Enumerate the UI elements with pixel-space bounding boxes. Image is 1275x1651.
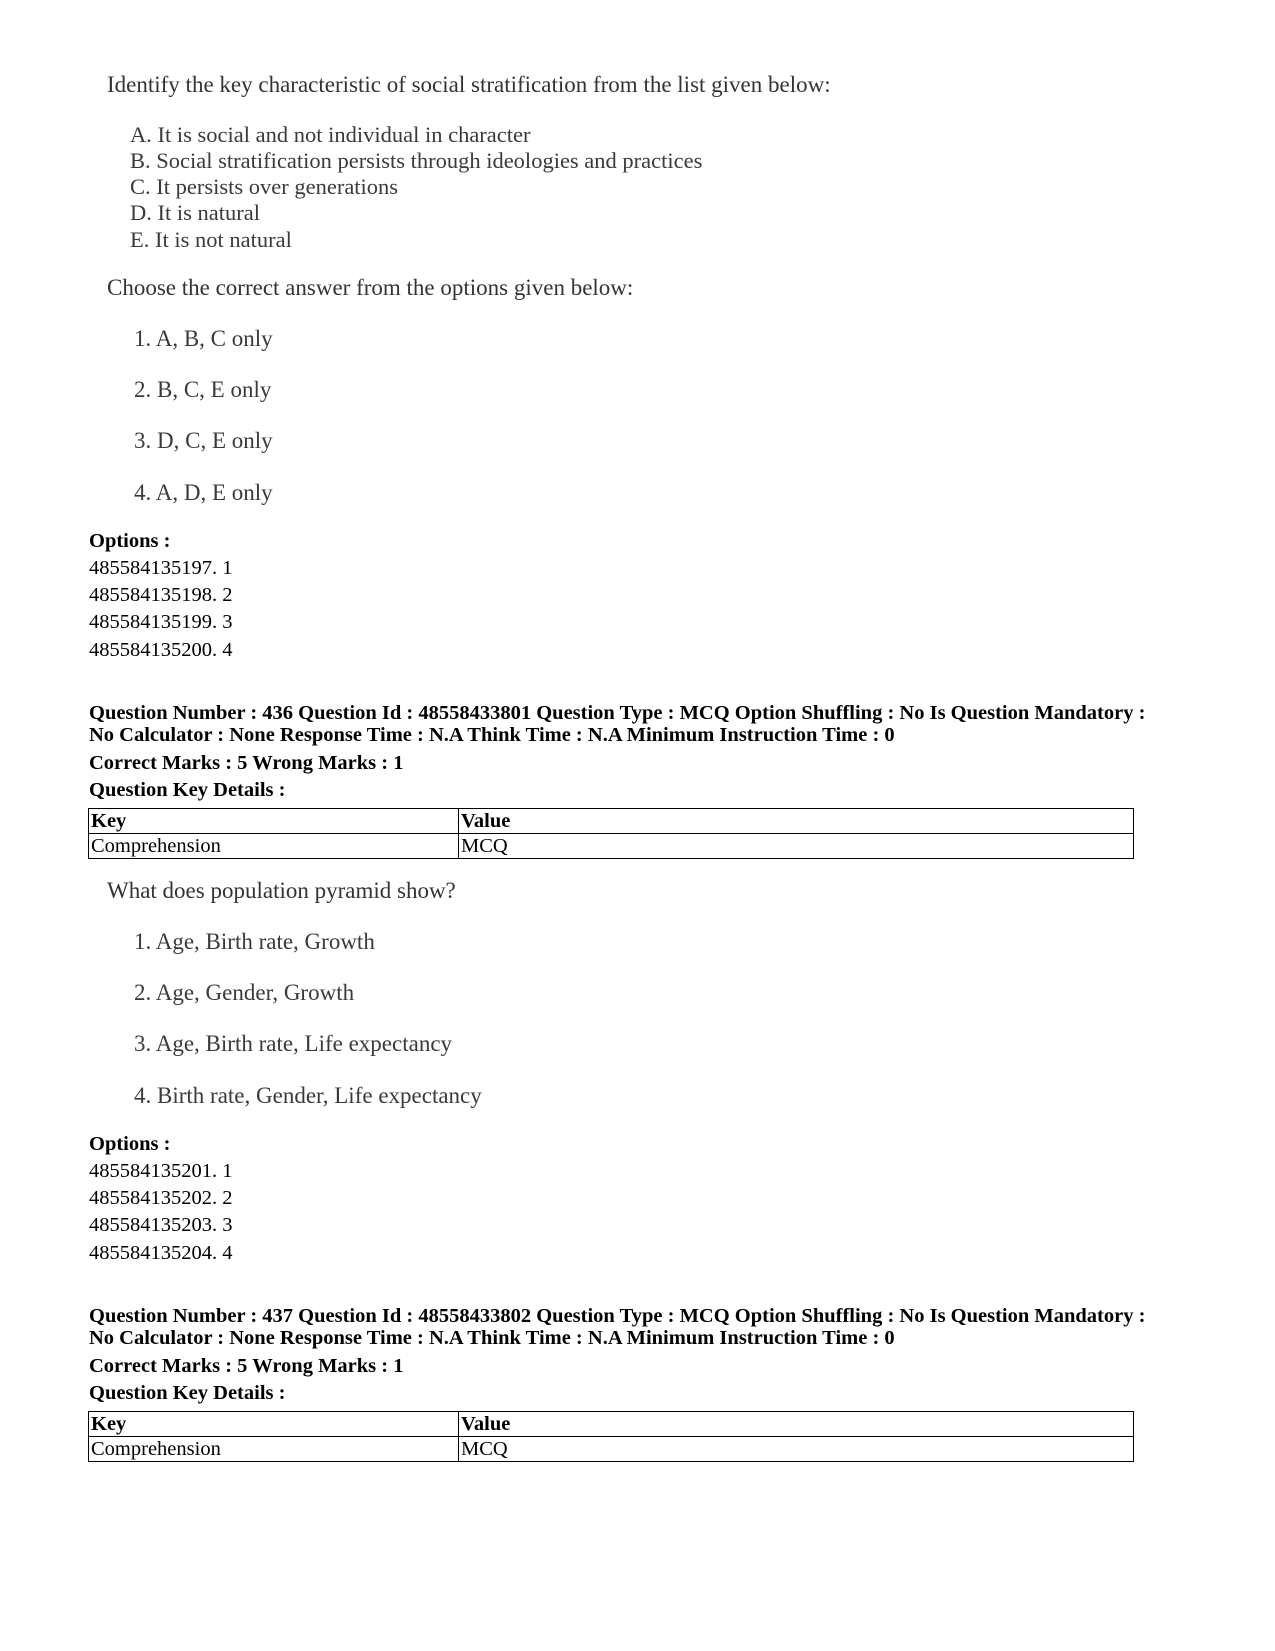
statement-b: B. Social stratification persists through ideologies and practices	[130, 148, 703, 173]
table-header-row	[89, 1412, 1134, 1437]
answer-choice-4: 4. Birth rate, Gender, Life expectancy	[134, 1083, 482, 1108]
answer-choice-2: 2. Age, Gender, Growth	[134, 980, 355, 1005]
option-id: 485584135201. 1	[89, 1160, 233, 1182]
question-meta-line-2: No Calculator : None Response Time : N.A Think Time : N.A Minimum Instruction Time : 0	[89, 1327, 895, 1349]
option-id: 485584135204. 4	[89, 1242, 233, 1264]
options-label: Options :	[89, 1133, 171, 1155]
table-header-row	[89, 809, 1134, 834]
value-cell: MCQ	[459, 834, 1134, 859]
answer-choice-3: 3. Age, Birth rate, Life expectancy	[134, 1031, 453, 1056]
answer-choice-3: 3. D, C, E only	[134, 428, 273, 453]
option-id: 485584135203. 3	[89, 1214, 233, 1236]
answer-choice-2: 2. B, C, E only	[134, 377, 272, 402]
key-details-table	[88, 1411, 1134, 1462]
answer-choice-1: 1. Age, Birth rate, Growth	[134, 929, 375, 954]
question-stem: Identify the key characteristic of social stratification from the list given below:	[107, 72, 831, 97]
answer-choice-4: 4. A, D, E only	[134, 480, 273, 505]
table-row	[89, 1437, 1134, 1462]
marks-line: Correct Marks : 5 Wrong Marks : 1	[89, 1355, 404, 1377]
question-meta-line-1: Question Number : 436 Question Id : 48558433801 Question Type : MCQ Option Shuffling : No Is Question Mandatory :	[89, 702, 1146, 724]
key-details-label: Question Key Details :	[89, 1382, 286, 1404]
key-details-label: Question Key Details :	[89, 779, 286, 801]
question-meta-line-1: Question Number : 437 Question Id : 48558433802 Question Type : MCQ Option Shuffling : No Is Question Mandatory :	[89, 1305, 1146, 1327]
statement-a: A. It is social and not individual in character	[130, 122, 531, 147]
key-cell: Comprehension	[89, 834, 459, 859]
statement-e: E. It is not natural	[130, 227, 292, 252]
marks-line: Correct Marks : 5 Wrong Marks : 1	[89, 752, 404, 774]
key-header: Key	[89, 809, 459, 834]
statement-d: D. It is natural	[130, 200, 260, 225]
statement-c: C. It persists over generations	[130, 174, 399, 199]
question-meta-line-2: No Calculator : None Response Time : N.A Think Time : N.A Minimum Instruction Time : 0	[89, 724, 895, 746]
answer-choice-1: 1. A, B, C only	[134, 326, 273, 351]
options-label: Options :	[89, 530, 171, 552]
table-row	[89, 834, 1134, 859]
value-header: Value	[459, 809, 1134, 834]
option-id: 485584135202. 2	[89, 1187, 233, 1209]
value-header: Value	[459, 1412, 1134, 1437]
instruction-text: Choose the correct answer from the options given below:	[107, 275, 634, 300]
option-id: 485584135197. 1	[89, 557, 233, 579]
option-id: 485584135199. 3	[89, 611, 233, 633]
key-details-table	[88, 808, 1134, 859]
option-id: 485584135198. 2	[89, 584, 233, 606]
value-cell: MCQ	[459, 1437, 1134, 1462]
key-cell: Comprehension	[89, 1437, 459, 1462]
question-stem: What does population pyramid show?	[107, 878, 456, 903]
option-id: 485584135200. 4	[89, 639, 233, 661]
key-header: Key	[89, 1412, 459, 1437]
